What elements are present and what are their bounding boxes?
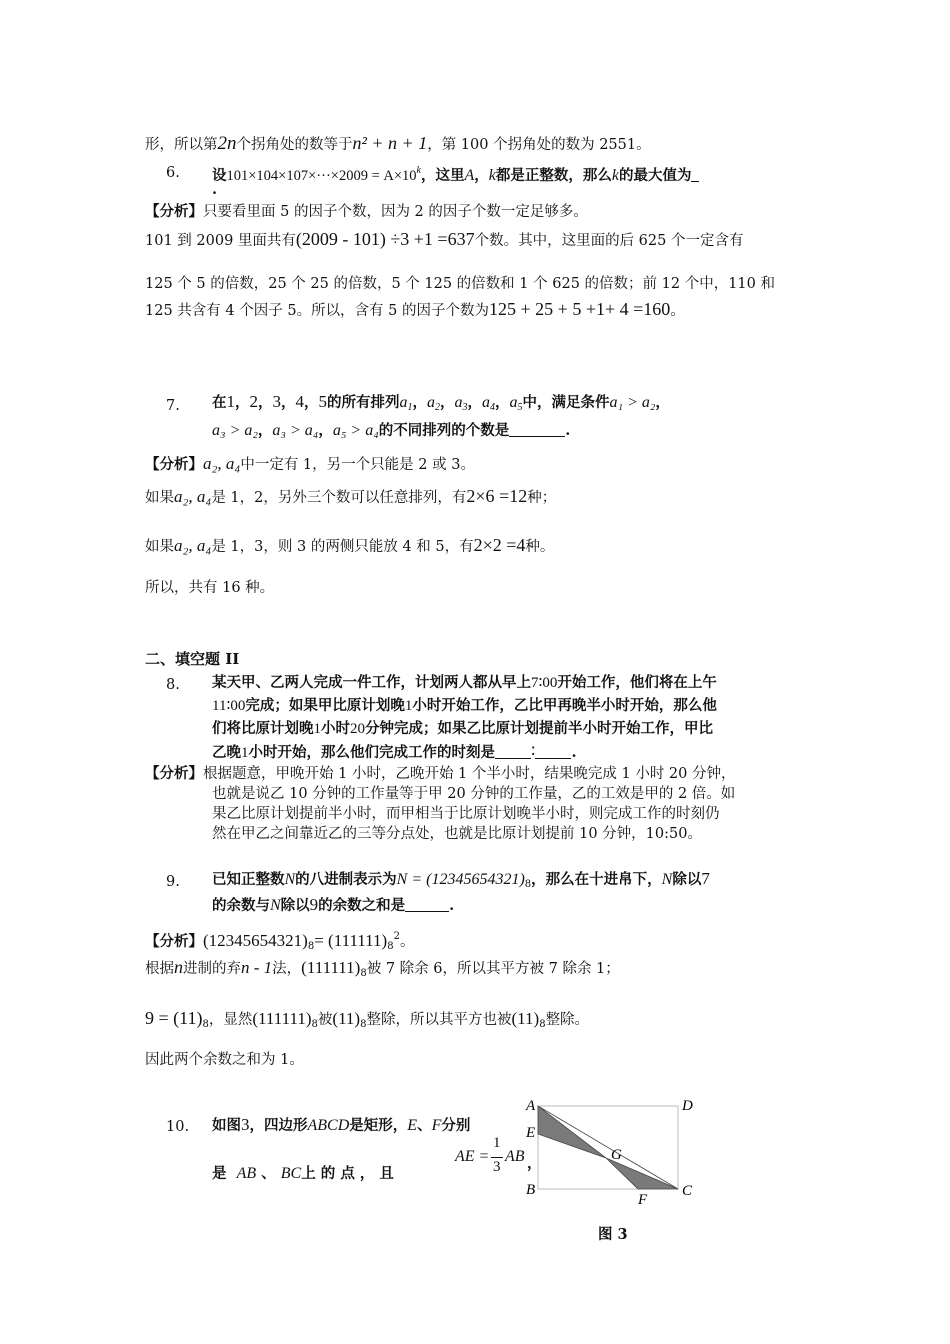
q9-analysis-1: 【分析】$(12345654321)_8= (111111)_8^2$。 (145, 931, 415, 952)
num: 9 (309, 895, 319, 914)
q8-stem-4: 乙晚1小时开始，那么他们完成工作的时刻是 ∶ . (212, 742, 577, 761)
q7-stem-1: 在1，2，3，4，5的所有排列$a_1$，$a_2$，$a_3$，$a_4$，$a_5$中，满足条件a₁ > a₂， (212, 392, 670, 413)
answer-blank-minute (535, 744, 571, 759)
text: ，这里 (420, 167, 465, 184)
seg-BC: BC (280, 1165, 302, 1182)
text: 设 (212, 167, 227, 184)
q8-analysis-1: 【分析】根据题意，甲晚开始 1 小时，乙晚开始 1 个半小时，结果晚完成 1 小时 20 分钟， (145, 765, 736, 782)
math-2x2: 2×2 =4 (473, 535, 526, 555)
frac-bar (491, 1157, 503, 1158)
pair-a2-a4: a₂, a₄ (174, 487, 212, 506)
figure-3-diagram (520, 1092, 710, 1207)
num: 1 (313, 721, 321, 737)
q8-number: 8. (166, 677, 180, 693)
analysis-tag: 【分析】 (145, 203, 203, 220)
num: 4 (295, 392, 304, 411)
q6-analysis-4 (145, 299, 685, 321)
text: 个数。其中，这里面的后 625 个一定含有 (474, 233, 744, 249)
q9-number: 9. (166, 874, 180, 890)
var-n: n (174, 957, 183, 977)
cond-a5-gt-a4: a₅ > a₄ (332, 422, 379, 439)
label-D: D (682, 1098, 693, 1114)
num: 2 (249, 392, 258, 411)
time-11-00: 11∶00 (212, 698, 246, 714)
diagonal-ac (538, 1106, 678, 1189)
q9-analysis-4: 因此两个余数之和为 1。 (145, 1052, 304, 1068)
frac-numerator: 1 (493, 1135, 501, 1151)
figure-caption: 图 3 (598, 1226, 628, 1243)
var-A: A (464, 167, 475, 184)
var-N: N (661, 871, 673, 888)
q9-analysis-2: 根据n进制的弃n - 1法，$(111111)_8$被 7 除余 6，所以其平方被 7 除余 1； (145, 957, 620, 979)
text: 。 (670, 303, 685, 319)
var-N: N (270, 897, 281, 914)
q7-analysis-4: 所以，共有 16 种。 (145, 580, 275, 596)
time-7-00: 7∶00 (531, 675, 558, 691)
num: 20 (350, 721, 365, 737)
analysis-tag: 【分析】 (145, 456, 203, 473)
point-E: E (407, 1117, 418, 1134)
a2: $a_2$ (427, 394, 440, 413)
var-k: k (611, 167, 619, 184)
nine-eq-11-octal: 9 = (11) (145, 1008, 203, 1028)
base-8: 8 (524, 879, 532, 890)
cond-a3-gt-a2: a₃ > a₂ (212, 422, 258, 439)
text: 形，所以第 (145, 137, 218, 153)
q6-number: 6. (166, 165, 180, 181)
section-title: 二、填空题 II (145, 650, 240, 668)
q9-stem-2: 的余数与N除以9的余数之和是 . (212, 895, 455, 914)
n-minus-1: n - 1 (241, 958, 273, 977)
num: 3 (241, 1115, 250, 1134)
q6-analysis-2 (145, 229, 743, 251)
q8-analysis-4: 然在甲乙之间靠近乙的三等分点处，也就是比原计划提前 10 分钟，10:50。 (212, 826, 702, 842)
num: 1 (241, 745, 249, 761)
text: 的所有排列 (327, 394, 400, 411)
answer-blank (509, 422, 565, 437)
var-N: N (284, 871, 296, 888)
label-G: G (611, 1147, 622, 1163)
q7-analysis-2: 如果a₂, a₄是 1，2，另外三个数可以任意排列，有2×6 =12种； (145, 486, 557, 506)
q7-stem-2: a₃ > a₂，a₃ > a₄，a₅ > a₄的不同排列的个数是 . (212, 422, 571, 439)
q6-analysis-3: 125 个 5 的倍数，25 个 25 的倍数，5 个 125 的倍数和 1 个 625 的倍数；前 12 个中，110 和 (145, 276, 775, 292)
octal-lhs: (12345654321) (203, 931, 308, 950)
a4: $a_4$ (482, 394, 495, 413)
math-2x6: 2×6 =12 (466, 486, 528, 506)
octal-11: (11) (511, 1009, 540, 1028)
octal-rhs: = (111111) (314, 931, 388, 950)
label-B: B (526, 1182, 536, 1198)
q8-stem-3: 们将比原计划晚1小时20分钟完成；如果乙比原计划提前半小时开始工作，甲比 (212, 720, 713, 737)
text: 在 (212, 394, 227, 411)
q8-stem-1: 某天甲、乙两人完成一件工作，计划两人都从早上7∶00开始工作，他们将在上午 (212, 674, 717, 691)
colon: ∶ (531, 742, 536, 761)
text: 125 共含有 4 个因子 5。所以，含有 5 的因子个数为 (145, 303, 490, 319)
q7-analysis-1 (145, 454, 475, 475)
point-F: F (431, 1117, 442, 1134)
shaded-triangle-aeg (538, 1106, 606, 1158)
q7-number: 7. (166, 398, 180, 414)
q10-stem-2: 是 AB 、 BC上 的 点 ， 且 (212, 1165, 394, 1182)
q10-number: 10. (166, 1119, 190, 1135)
pair-a2-a4: a₂, a₄ (174, 536, 212, 555)
octal-11: (11) (332, 1009, 361, 1028)
text: 个拐角处的数等于 (236, 137, 353, 153)
q6-dot: . (212, 181, 218, 198)
answer-blank-hour (495, 744, 531, 759)
q9-stem-1: 已知正整数N的八进制表示为$N = (12345654321)_8$，那么在十进帛下，N除以7 (212, 869, 710, 890)
octal-111111: (111111) (252, 1009, 312, 1028)
q6-count-expr: (2009 - 101) ÷3 +1 =637 (295, 229, 475, 249)
label-C: C (682, 1183, 693, 1199)
var-k: k (488, 167, 496, 184)
text: 只要看里面 5 的因子个数，因为 2 的因子个数一定足够多。 (203, 204, 588, 220)
q6-stem (212, 161, 699, 186)
q6-exponent-k: k (416, 165, 421, 176)
text: ， (527, 1155, 542, 1172)
text: 中，满足条件 (522, 394, 610, 411)
num: 1 (404, 698, 413, 714)
q6-analysis-1 (145, 202, 588, 222)
label-A: A (526, 1098, 536, 1114)
answer-blank (691, 167, 699, 182)
text: 中一定有 1，另一个只能是 2 或 3。 (240, 457, 475, 473)
ab: AB (505, 1148, 525, 1165)
q9-analysis-3: $9 = (11)_8$，显然$(111111)_8$被$(11)_8$整除，所以其平方也被$(11)_8$整除。 (145, 1008, 590, 1030)
a3: $a_3$ (454, 394, 468, 413)
octal-111111: (111111) (301, 958, 361, 977)
text: 的不同排列的个数是 (378, 422, 510, 439)
analysis-tag: 【分析】 (145, 933, 203, 950)
num: 1 (226, 392, 235, 411)
math-n2-n-1: n² + n + 1 (352, 133, 428, 153)
label-F: F (638, 1192, 648, 1207)
q8-analysis-3: 果乙比原计划提前半小时，而甲相当于比原计划晚半小时，则完成工作的时刻仍 (212, 806, 720, 822)
analysis-tag: 【分析】 (145, 765, 203, 782)
q10-stem-1: 如图3，四边形ABCD是矩形，E、F分别 (212, 1115, 471, 1134)
square: 2 (393, 931, 400, 942)
p5-tail-line (145, 133, 651, 155)
rect-ABCD: ABCD (307, 1117, 350, 1134)
text: 101 到 2009 里面共有 (145, 233, 296, 249)
text: ， (474, 167, 489, 184)
q8-analysis-2: 也就是说乙 10 分钟的工作量等于甲 20 分钟的工作量，乙的工效是甲的 2 倍。如 (212, 786, 736, 802)
seg-AB: AB (236, 1165, 257, 1182)
text: ，第 100 个拐角处的数为 2551。 (427, 137, 651, 153)
answer-blank (405, 897, 449, 912)
cond-a3-gt-a4: a₃ > a₄ (272, 422, 319, 439)
label-E: E (526, 1125, 536, 1141)
text: 的最大值为 (618, 167, 692, 184)
num: 7 (701, 869, 710, 888)
text: . (565, 422, 571, 439)
a5: $a_5$ (509, 394, 523, 413)
text: 都是正整数，那么 (495, 167, 612, 184)
num: 3 (272, 392, 281, 411)
q6-product-expr: 101×104×107×···×2009 = A×10 (226, 168, 417, 184)
octal-number: N = (12345654321) (396, 871, 525, 888)
ae-eq: AE = (455, 1148, 490, 1165)
q6-sum-expr: 125 + 25 + 5 +1+ 4 =160 (489, 299, 671, 319)
cond-a1-gt-a2: a₁ > a₂ (609, 394, 656, 411)
math-2n: 2n (217, 133, 237, 154)
q7-analysis-3: 如果a₂, a₄是 1，3，则 3 的两侧只能放 4 和 5，有2×2 =4种。 (145, 535, 555, 555)
num: 5 (318, 392, 327, 411)
frac-denominator: 3 (493, 1159, 501, 1175)
a1: $a_1$ (399, 394, 413, 413)
q8-stem-2: 11∶00完成；如果甲比原计划晚1小时开始工作，乙比甲再晚半小时开始，那么他 (212, 697, 717, 714)
pair-a2-a4: a₂, a₄ (203, 454, 241, 473)
